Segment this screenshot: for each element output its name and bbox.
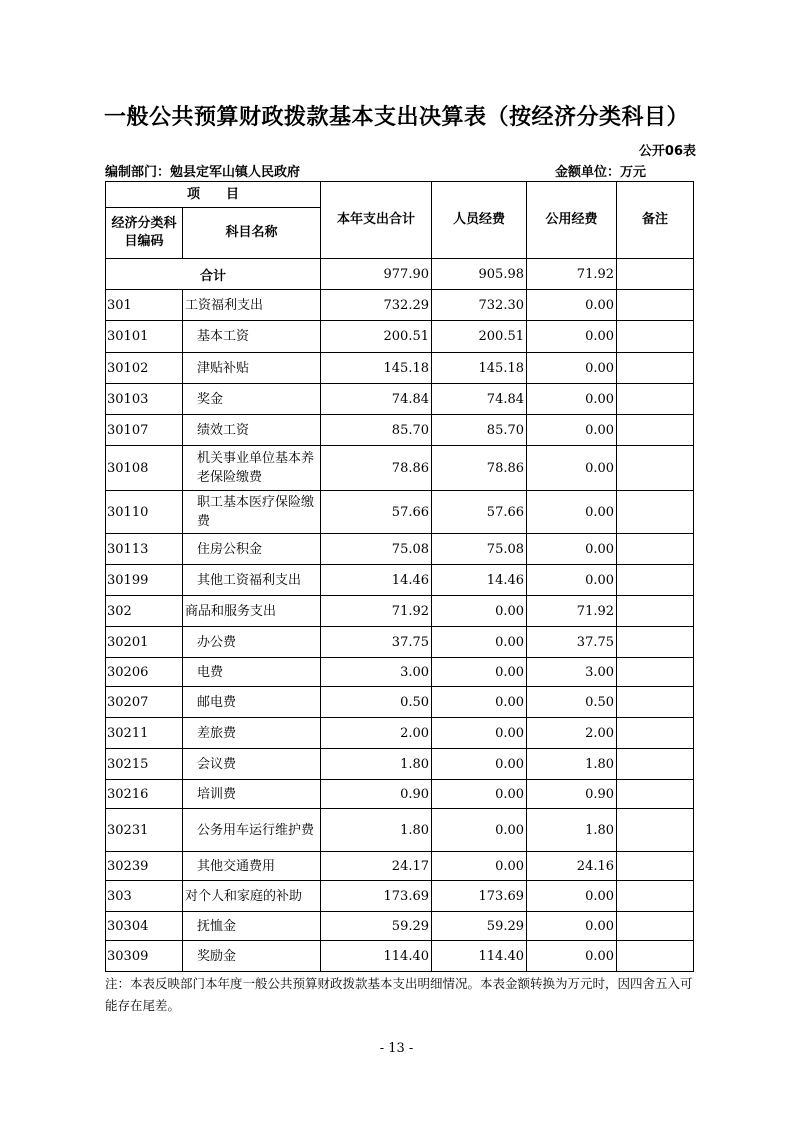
row-personnel: 0.00 [432, 596, 527, 627]
table-row [106, 384, 694, 415]
table-row [106, 491, 694, 534]
row-public: 0.00 [527, 384, 617, 415]
table-row [106, 565, 694, 596]
row-public: 2.00 [527, 718, 617, 749]
row-personnel: 0.00 [432, 658, 527, 687]
row-personnel: 173.69 [432, 881, 527, 912]
row-public: 0.00 [527, 912, 617, 941]
row-code: 30216 [106, 780, 183, 809]
row-name: 机关事业单位基本养老保险缴费 [183, 446, 321, 491]
row-remark [617, 687, 694, 718]
table-row [106, 941, 694, 972]
row-total: 14.46 [321, 565, 432, 596]
header-personnel: 人员经费 [432, 182, 527, 259]
row-name: 工资福利支出 [183, 290, 321, 321]
row-public: 0.00 [527, 353, 617, 384]
row-public: 0.00 [527, 941, 617, 972]
row-public: 0.00 [527, 415, 617, 446]
row-remark [617, 658, 694, 687]
table-row [106, 596, 694, 627]
row-code: 301 [106, 290, 183, 321]
row-total: 37.75 [321, 627, 432, 658]
row-total: 59.29 [321, 912, 432, 941]
row-personnel: 74.84 [432, 384, 527, 415]
row-name: 基本工资 [183, 321, 321, 353]
header-item: 项 目 [106, 182, 321, 208]
row-code: 30231 [106, 809, 183, 852]
total-row [106, 259, 694, 290]
row-remark [617, 809, 694, 852]
table-row [106, 353, 694, 384]
row-remark [617, 384, 694, 415]
row-name: 培训费 [183, 780, 321, 809]
row-personnel: 0.00 [432, 627, 527, 658]
row-total: 85.70 [321, 415, 432, 446]
table-row [106, 718, 694, 749]
row-name: 抚恤金 [183, 912, 321, 941]
row-remark [617, 565, 694, 596]
row-total: 78.86 [321, 446, 432, 491]
row-name: 绩效工资 [183, 415, 321, 446]
row-public: 0.00 [527, 290, 617, 321]
row-remark [617, 446, 694, 491]
row-total: 1.80 [321, 749, 432, 780]
row-personnel: 14.46 [432, 565, 527, 596]
row-code: 30108 [106, 446, 183, 491]
row-code: 302 [106, 596, 183, 627]
row-personnel: 57.66 [432, 491, 527, 534]
row-personnel: 0.00 [432, 809, 527, 852]
row-code: 30102 [106, 353, 183, 384]
row-name: 差旅费 [183, 718, 321, 749]
row-remark [617, 534, 694, 565]
row-name: 对个人和家庭的补助 [183, 881, 321, 912]
row-name: 奖金 [183, 384, 321, 415]
form-code: 公开06表 [638, 144, 696, 159]
total-label: 合计 [106, 259, 321, 290]
row-public: 0.00 [527, 565, 617, 596]
row-remark [617, 321, 694, 353]
row-total: 24.17 [321, 852, 432, 881]
row-total: 71.92 [321, 596, 432, 627]
row-name: 津贴补贴 [183, 353, 321, 384]
row-total: 200.51 [321, 321, 432, 353]
header-total: 本年支出合计 [321, 182, 432, 259]
row-name: 电费 [183, 658, 321, 687]
row-total: 75.08 [321, 534, 432, 565]
row-name: 邮电费 [183, 687, 321, 718]
row-public: 0.00 [527, 534, 617, 565]
row-public: 1.80 [527, 749, 617, 780]
row-personnel: 59.29 [432, 912, 527, 941]
row-code: 30103 [106, 384, 183, 415]
row-personnel: 114.40 [432, 941, 527, 972]
table-row [106, 809, 694, 852]
table-row [106, 415, 694, 446]
row-name: 住房公积金 [183, 534, 321, 565]
row-remark [617, 718, 694, 749]
row-remark [617, 749, 694, 780]
row-code: 30113 [106, 534, 183, 565]
row-personnel: 145.18 [432, 353, 527, 384]
row-name: 商品和服务支出 [183, 596, 321, 627]
row-total: 2.00 [321, 718, 432, 749]
total-personnel: 905.98 [432, 259, 527, 290]
row-name: 奖励金 [183, 941, 321, 972]
row-name: 职工基本医疗保险缴费 [183, 491, 321, 534]
page-title: 一般公共预算财政拨款基本支出决算表（按经济分类科目） [103, 105, 689, 130]
total-remark [617, 259, 694, 290]
row-code: 30107 [106, 415, 183, 446]
row-remark [617, 290, 694, 321]
row-code: 30101 [106, 321, 183, 353]
row-remark [617, 353, 694, 384]
table-row [106, 321, 694, 353]
row-public: 24.16 [527, 852, 617, 881]
expenditure-table [105, 181, 694, 972]
row-code: 30207 [106, 687, 183, 718]
row-code: 30309 [106, 941, 183, 972]
header-econ-code: 经济分类科目编码 [106, 208, 183, 259]
footnote: 注：本表反映部门本年度一般公共预算财政拨款基本支出明细情况。本表金额转换为万元时，因四舍五入可能存在尾差。 [105, 976, 693, 1013]
row-public: 37.75 [527, 627, 617, 658]
row-total: 0.50 [321, 687, 432, 718]
row-personnel: 0.00 [432, 718, 527, 749]
row-public: 71.92 [527, 596, 617, 627]
table-row [106, 852, 694, 881]
row-remark [617, 780, 694, 809]
row-public: 0.00 [527, 491, 617, 534]
page-number: - 13 - [379, 1041, 414, 1056]
row-code: 30199 [106, 565, 183, 596]
table-row [106, 881, 694, 912]
unit-label: 金额单位：万元 [555, 165, 647, 180]
row-code: 30304 [106, 912, 183, 941]
table-row [106, 912, 694, 941]
row-code: 30211 [106, 718, 183, 749]
row-remark [617, 881, 694, 912]
row-total: 145.18 [321, 353, 432, 384]
row-public: 0.50 [527, 687, 617, 718]
row-name: 办公费 [183, 627, 321, 658]
row-remark [617, 627, 694, 658]
table-row [106, 780, 694, 809]
row-personnel: 78.86 [432, 446, 527, 491]
table-row [106, 687, 694, 718]
row-remark [617, 852, 694, 881]
table-row [106, 627, 694, 658]
row-remark [617, 941, 694, 972]
row-personnel: 85.70 [432, 415, 527, 446]
row-personnel: 0.00 [432, 852, 527, 881]
row-total: 57.66 [321, 491, 432, 534]
row-code: 30215 [106, 749, 183, 780]
total-public: 71.92 [527, 259, 617, 290]
row-public: 0.00 [527, 881, 617, 912]
header-public: 公用经费 [527, 182, 617, 259]
row-public: 0.90 [527, 780, 617, 809]
table-row [106, 534, 694, 565]
header-subject-name: 科目名称 [183, 208, 321, 259]
row-code: 303 [106, 881, 183, 912]
row-personnel: 732.30 [432, 290, 527, 321]
row-total: 3.00 [321, 658, 432, 687]
row-code: 30201 [106, 627, 183, 658]
row-total: 114.40 [321, 941, 432, 972]
row-public: 3.00 [527, 658, 617, 687]
table-row [106, 658, 694, 687]
row-personnel: 0.00 [432, 749, 527, 780]
row-name: 会议费 [183, 749, 321, 780]
row-remark [617, 596, 694, 627]
row-code: 30110 [106, 491, 183, 534]
row-code: 30239 [106, 852, 183, 881]
row-personnel: 75.08 [432, 534, 527, 565]
row-public: 0.00 [527, 446, 617, 491]
header-remark: 备注 [617, 182, 694, 259]
row-name: 公务用车运行维护费 [183, 809, 321, 852]
row-name: 其他工资福利支出 [183, 565, 321, 596]
table-row [106, 290, 694, 321]
table-row [106, 749, 694, 780]
row-personnel: 0.00 [432, 687, 527, 718]
row-public: 1.80 [527, 809, 617, 852]
row-personnel: 0.00 [432, 780, 527, 809]
row-remark [617, 415, 694, 446]
row-remark [617, 912, 694, 941]
row-total: 0.90 [321, 780, 432, 809]
row-total: 1.80 [321, 809, 432, 852]
row-remark [617, 491, 694, 534]
row-public: 0.00 [527, 321, 617, 353]
total-amount: 977.90 [321, 259, 432, 290]
row-total: 173.69 [321, 881, 432, 912]
row-code: 30206 [106, 658, 183, 687]
row-total: 74.84 [321, 384, 432, 415]
row-name: 其他交通费用 [183, 852, 321, 881]
department-label: 编制部门：勉县定军山镇人民政府 [105, 165, 301, 180]
row-personnel: 200.51 [432, 321, 527, 353]
row-total: 732.29 [321, 290, 432, 321]
table-row [106, 446, 694, 491]
